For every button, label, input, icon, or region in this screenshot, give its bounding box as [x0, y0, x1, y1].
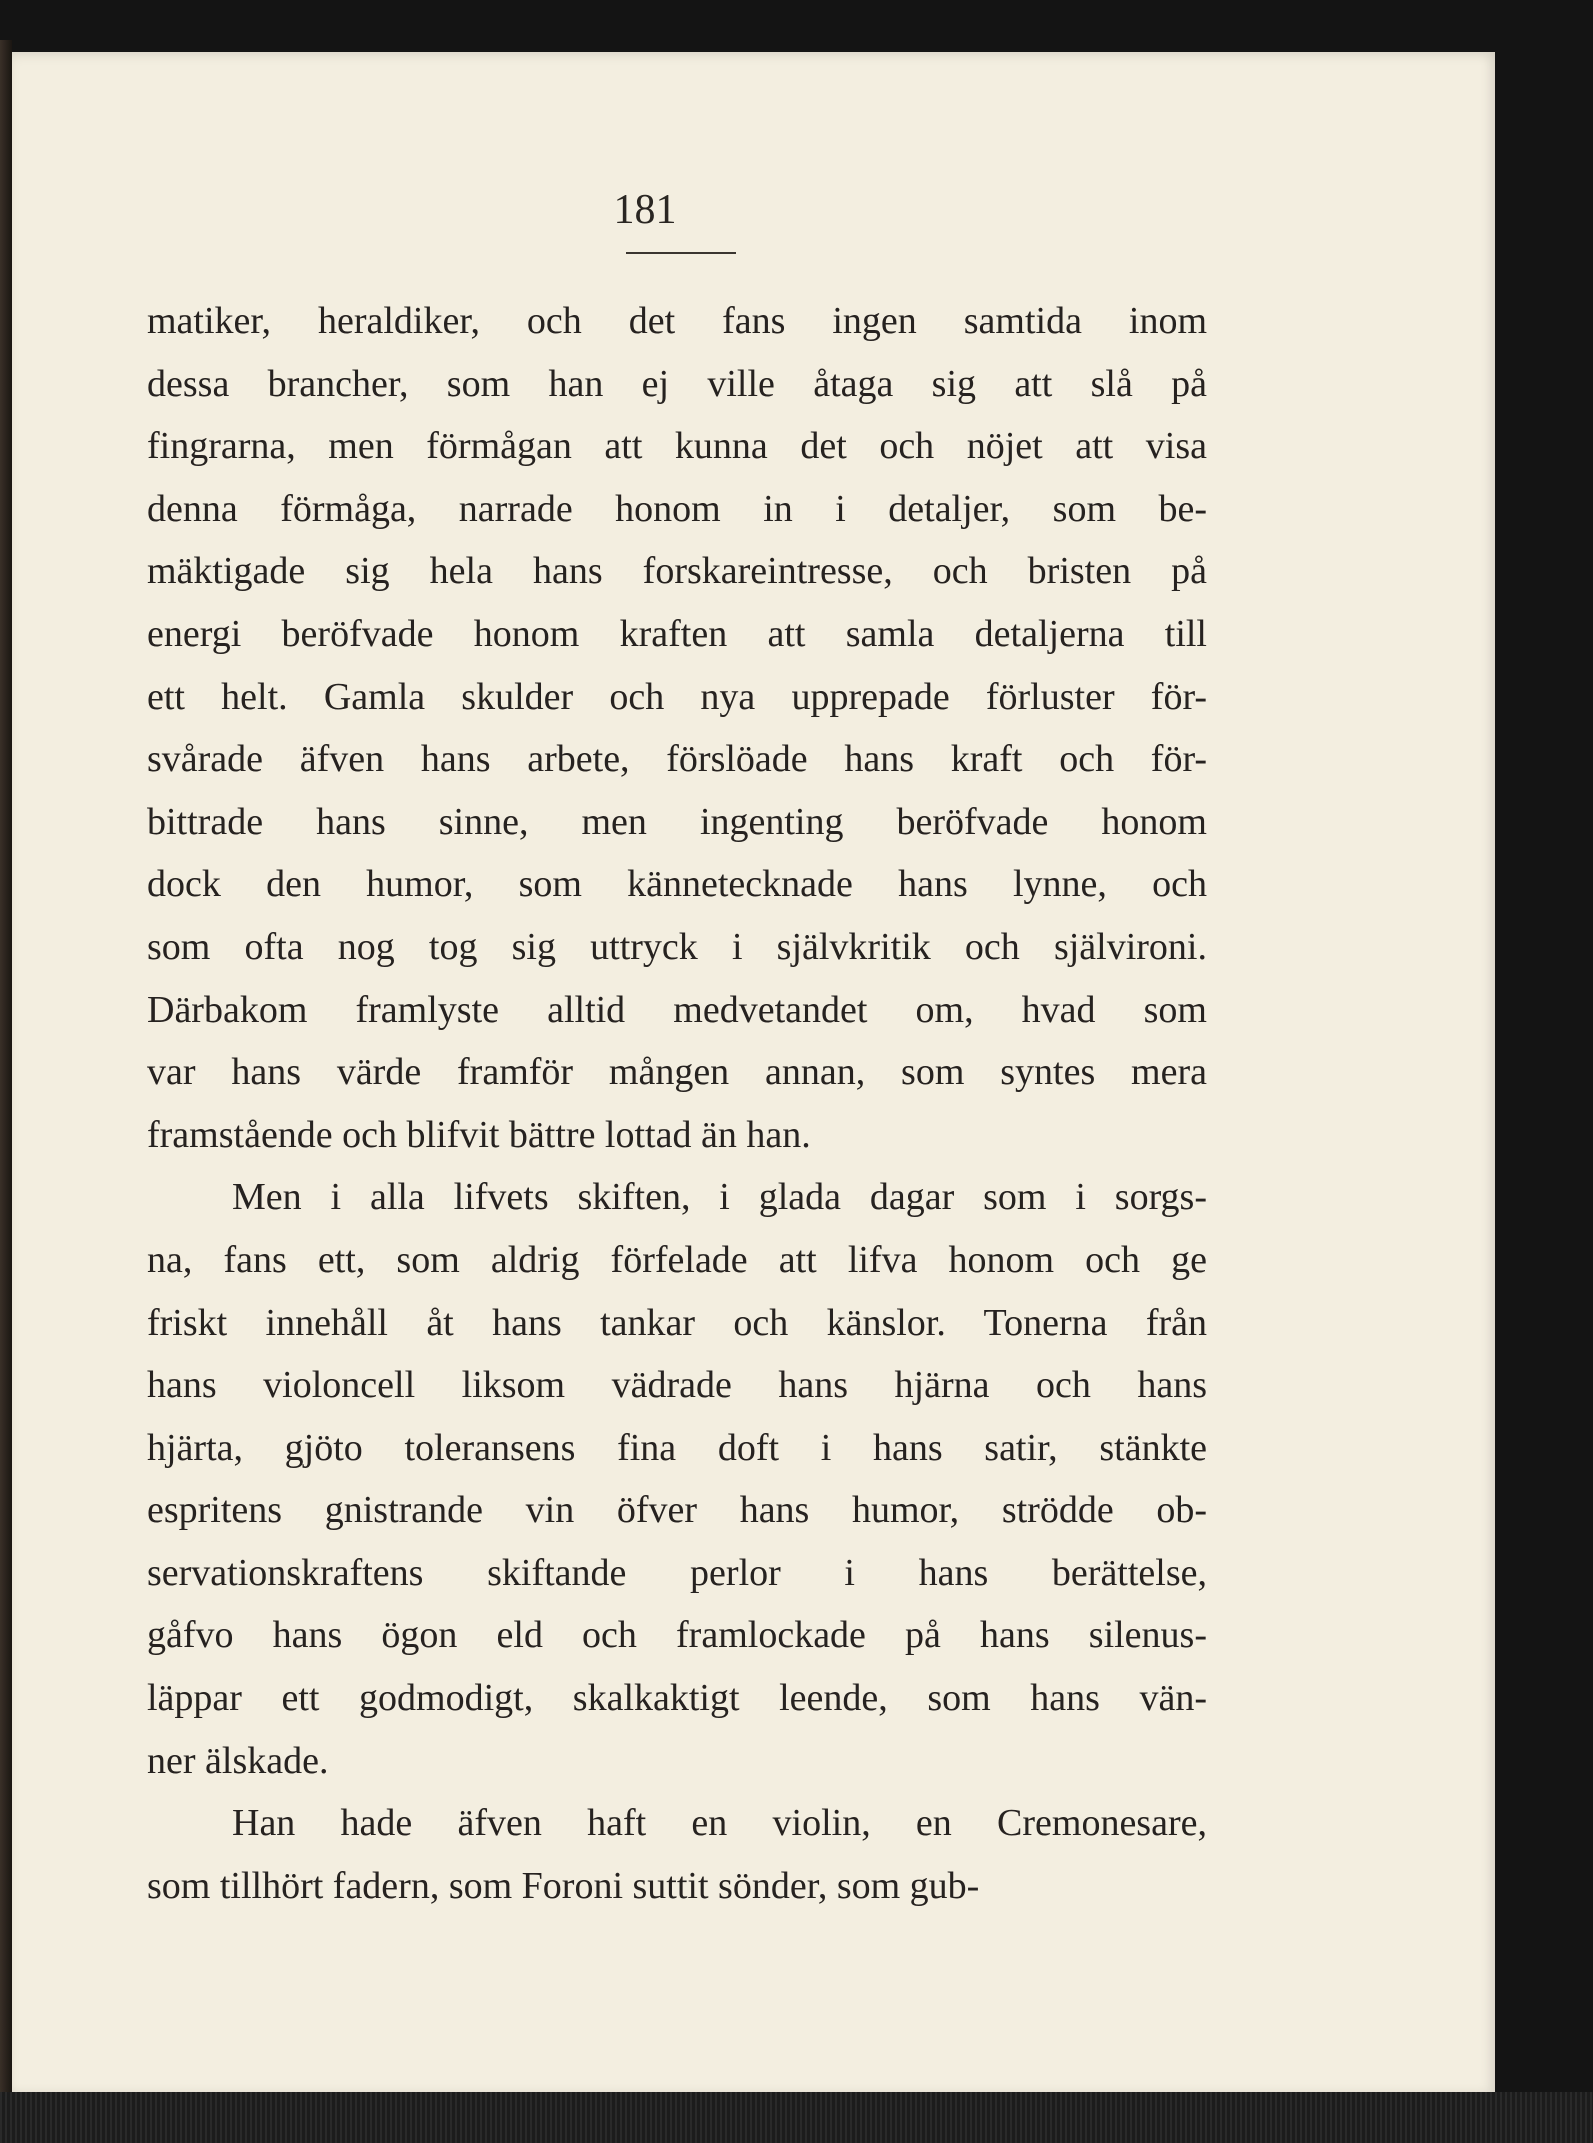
- text-line: energi beröfvade honom kraften att samla detaljerna till: [147, 612, 1207, 655]
- text-line: Men i alla lifvets skiften, i glada dagar som i sorgs-: [232, 1176, 1207, 1219]
- text-line: friskt innehåll åt hans tankar och känslor. Tonerna från: [147, 1301, 1207, 1344]
- text-line: hans violoncell liksom vädrade hans hjärna och hans: [147, 1364, 1207, 1407]
- text-line: hjärta, gjöto toleransens fina doft i hans satir, stänkte: [147, 1426, 1207, 1469]
- text-line: framstående och blifvit bättre lottad än han.: [147, 1113, 811, 1156]
- text-line: var hans värde framför mången annan, som syntes mera: [147, 1051, 1207, 1094]
- text-line: espritens gnistrande vin öfver hans humor, strödde ob-: [147, 1489, 1207, 1532]
- text-line: servationskraftens skiftande perlor i hans berättelse,: [147, 1551, 1207, 1594]
- text-line: fingrarna, men förmågan att kunna det och nöjet att visa: [147, 425, 1207, 468]
- text-line: dock den humor, som kännetecknade hans lynne, och: [147, 863, 1207, 906]
- text-line: svårade äfven hans arbete, förslöade hans kraft och för-: [147, 738, 1207, 781]
- bottom-edge-strip: [0, 2092, 1593, 2143]
- text-line: som ofta nog tog sig uttryck i självkritik och självironi.: [147, 925, 1207, 968]
- text-line: gåfvo hans ögon eld och framlockade på hans silenus-: [147, 1614, 1207, 1657]
- page-number: 181: [613, 187, 677, 233]
- text-line: ett helt. Gamla skulder och nya upprepade förluster för-: [147, 675, 1207, 718]
- text-line: denna förmåga, narrade honom in i detaljer, som be-: [147, 487, 1207, 530]
- text-line: som tillhört fadern, som Foroni suttit sönder, som gub-: [147, 1864, 980, 1907]
- text-line: matiker, heraldiker, och det fans ingen samtida inom: [147, 300, 1207, 342]
- book-spine-edge: [0, 40, 12, 2100]
- text-line: bittrade hans sinne, men ingenting beröfvade honom: [147, 800, 1207, 843]
- text-line: Därbakom framlyste alltid medvetandet om, hvad som: [147, 988, 1207, 1031]
- text-line: ner älskade.: [147, 1739, 329, 1782]
- page-number-rule: [626, 252, 736, 254]
- text-line: läppar ett godmodigt, skalkaktigt leende, som hans vän-: [147, 1677, 1207, 1720]
- text-line: mäktigade sig hela hans forskareintresse, och bristen på: [147, 550, 1207, 593]
- body-text: [147, 290, 1207, 1917]
- text-line: dessa brancher, som han ej ville åtaga sig att slå på: [147, 362, 1207, 405]
- text-line: na, fans ett, som aldrig förfelade att lifva honom och ge: [147, 1238, 1207, 1281]
- text-line: Han hade äfven haft en violin, en Cremonesare,: [232, 1802, 1207, 1845]
